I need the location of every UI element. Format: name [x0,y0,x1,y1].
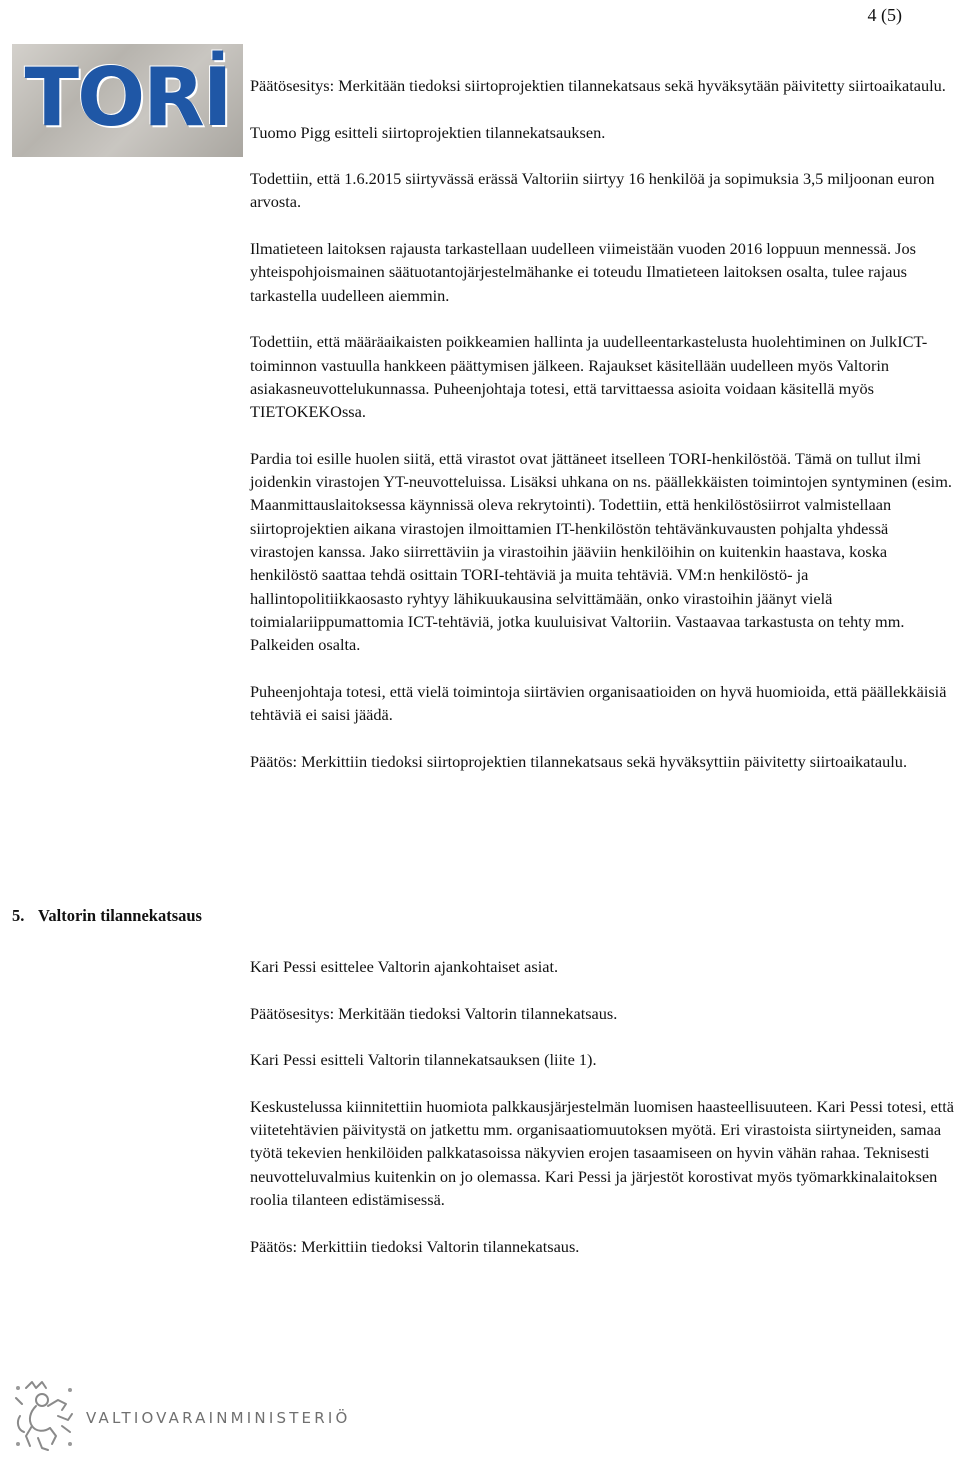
page-number: 4 (5) [867,5,902,25]
paragraph: Ilmatieteen laitoksen rajausta tarkastellaan uudelleen viimeistään vuoden 2016 loppuun mennessä. Jos yhteispohjoismainen säätuotantojärjestelmähanke ei toteudu Ilmatieteen laitoksen osalta, tulee rajaus tarkastella uudelleen aiemmin. [250,239,916,305]
section-title: Valtorin tilannekatsaus [38,906,202,925]
paragraph: Päätösesitys: Merkitään tiedoksi siirtoprojektien tilannekatsaus sekä hyväksytään päivitetty siirtoaikataulu. [250,76,946,95]
section-5-heading [12,905,252,927]
paragraph: Kari Pessi esittelee Valtorin ajankohtaiset asiat. [250,957,559,976]
paragraph: Puheenjohtaja totesi, että vielä toimintoja siirtävien organisaatioiden on hyvä huomioida, että päällekkäisiä tehtäviä ei saisi jäädä. [250,681,947,725]
section-5-body [250,955,955,1281]
paragraph: Päätös: Merkittiin tiedoksi Valtorin tilannekatsaus. [250,1236,580,1256]
tori-logo [12,44,243,157]
section-number: 5. [12,906,25,925]
lion-crest-icon [12,1378,78,1454]
paragraph: Todettiin, että 1.6.2015 siirtyvässä erässä Valtoriin siirtyy 16 henkilöä ja sopimuksia 3,5 miljoonan euron arvosta. [250,169,935,212]
paragraph: Tuomo Pigg esitteli siirtoprojektien tilannekatsauksen. [250,122,606,142]
paragraph: Kari Pessi esitteli Valtorin tilannekatsauksen (liite 1). [250,1050,597,1070]
ministry-logo [12,1378,352,1454]
tori-logo-text: TORİ [24,51,231,144]
paragraph: Todettiin, että määräaikaisten poikkeamien hallinta ja uudelleentarkastelusta huolehtiminen on JulkICT-toiminnon vastuulla hankkeen päättymisen jälkeen. Rajaukset käsitellään uudelleen myös Valtorin asiakasneuvottelukunnassa. Puheenjohtaja totesi, että tarvittaessa asioita voidaan käsitellä myös TIETOKEKOssa. [250,332,928,422]
ministry-name: VALTIOVARAINMINISTERIÖ [86,1409,351,1427]
paragraph: Keskustelussa kiinnitettiin huomiota palkkausjärjestelmän luomisen haasteellisuuteen. Kari Pessi totesi, että viitetehtävien päivitystä on jatkettu mm. organisaatiomuutoksen myötä. Eri virastoista siirtyneiden, samaa työtä tekevien henkilöiden palkkatasoissa näkyvien erojen tasaamiseen on hyvin vähän rahaa. Teknisesti neuvotteluvalmius kuitenkin on jo olemassa. Kari Pessi ja järjestöt korostivat myös työmarkkinalaitoksen roolia tilanteen edistämisessä. [250,1096,955,1209]
section-prev-body [250,74,955,773]
paragraph: Päätös: Merkittiin tiedoksi siirtoprojektien tilannekatsaus sekä hyväksyttiin päivitetty siirtoaikataulu. [250,751,908,771]
paragraph: Päätösesitys: Merkitään tiedoksi Valtorin tilannekatsaus. [250,1003,618,1023]
paragraph: Pardia toi esille huolen siitä, että virastot ovat jättäneet itselleen TORI-henkilöstöä. Tämä on tullut ilmi joidenkin virastojen YT-neuvotteluissa. Lisäksi uhkana on ns. päällekkäisten toimintojen syntyminen (esim. Maanmittauslaitoksessa käynnissä oleva rekrytointi). Todettiin, että henkilöstösiirrot valmistellaan siirtoprojektien aikana virastojen ilmoittamien IT-henkilöstön tehtävänkuvausten pohjalta yhdessä virastojen kanssa. Jako siirrettäviin ja virastoihin jääviin henkilöihin on kuitenkin haastava, koska henkilöstö saattaa tehdä osittain TORI-tehtäviä ja muita tehtäviä. VM:n henkilöstö- ja hallintopolitiikkaosasto ryhtyy lähikuukausina selvittämään, onko virastoihin jäänyt vielä toimialariippumattomia ICT-tehtäviä, jotka kuuluisivat Valtoriin. Vastaavaa tarkastusta on tehty mm. Palkeiden osalta. [250,448,952,655]
